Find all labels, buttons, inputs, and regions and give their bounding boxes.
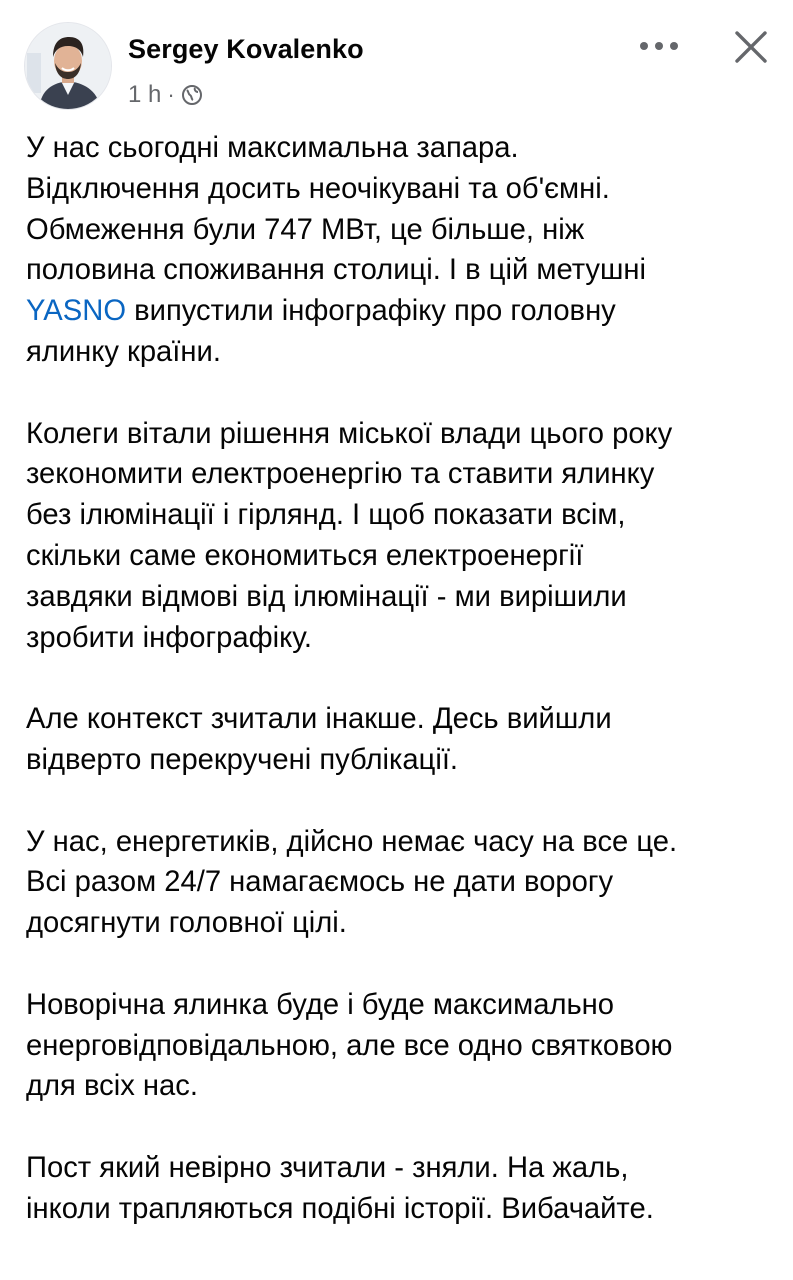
- author-name[interactable]: Sergey Kovalenko: [128, 34, 364, 64]
- text-line: У нас, енергетиків, дійсно немає часу на все це.: [26, 825, 678, 858]
- paragraph: [26, 1148, 776, 1230]
- text-line: Але контекст зчитали інакше. Десь вийшли: [26, 703, 612, 736]
- text-line: скільки саме економиться електроенергії: [26, 539, 584, 572]
- text-line: відверто перекручені публікації.: [26, 743, 459, 776]
- author-avatar[interactable]: [24, 22, 112, 110]
- text-line: ялинку країни.: [26, 335, 221, 368]
- avatar-photo: [25, 23, 111, 109]
- post-meta: [128, 80, 203, 110]
- globe-icon: [181, 84, 203, 106]
- text-line: У нас сьогодні максимальна запара.: [26, 132, 519, 164]
- text-line: [26, 291, 776, 332]
- text-fragment: випустили інфографіку про головну: [126, 295, 616, 328]
- paragraph: [26, 985, 776, 1107]
- text-line: Пост який невірно зчитали - зняли. На жаль,: [26, 1151, 629, 1184]
- text-line: зробити інфографіку.: [26, 621, 312, 654]
- text-line: без ілюмінації і гірлянд. І щоб показати всім,: [26, 499, 626, 532]
- more-options-icon: [639, 41, 679, 51]
- text-line: інколи трапляються подібні історії. Вибачайте.: [26, 1192, 654, 1225]
- post-time[interactable]: 1 h: [128, 81, 162, 108]
- close-icon: [734, 30, 768, 64]
- text-line: енерговідповідальною, але все одно святковою: [26, 1029, 673, 1062]
- post-header: [0, 0, 793, 120]
- text-line: досягнути головної цілі.: [26, 907, 347, 940]
- paragraph: [26, 822, 776, 944]
- text-line: для всіх нас.: [26, 1070, 198, 1103]
- text-line: половина споживання столиці. І в цій метушні: [26, 254, 647, 287]
- paragraph: [26, 128, 776, 373]
- text-line: Новорічна ялинка буде і буде максимально: [26, 988, 615, 1021]
- paragraph: [26, 699, 776, 781]
- more-options-button[interactable]: [632, 26, 686, 66]
- yasno-link[interactable]: YASNO: [26, 295, 127, 328]
- text-line: Всі разом 24/7 намагаємось не дати ворогу: [26, 866, 614, 899]
- post-text: [26, 128, 776, 1270]
- text-line: Колеги вітали рішення міської влади цього року: [26, 417, 673, 450]
- paragraph: [26, 414, 776, 659]
- text-line: зекономити електроенергію та ставити ялинку: [26, 458, 655, 491]
- text-line: Обмеження були 747 МВт, це більше, ніж: [26, 213, 585, 246]
- meta-separator: ·: [167, 82, 175, 107]
- text-line: Відключення досить неочікувані та об'ємні.: [26, 172, 610, 205]
- close-button[interactable]: [726, 22, 776, 72]
- text-line: завдяки відмові від ілюмінації - ми вирішили: [26, 580, 627, 613]
